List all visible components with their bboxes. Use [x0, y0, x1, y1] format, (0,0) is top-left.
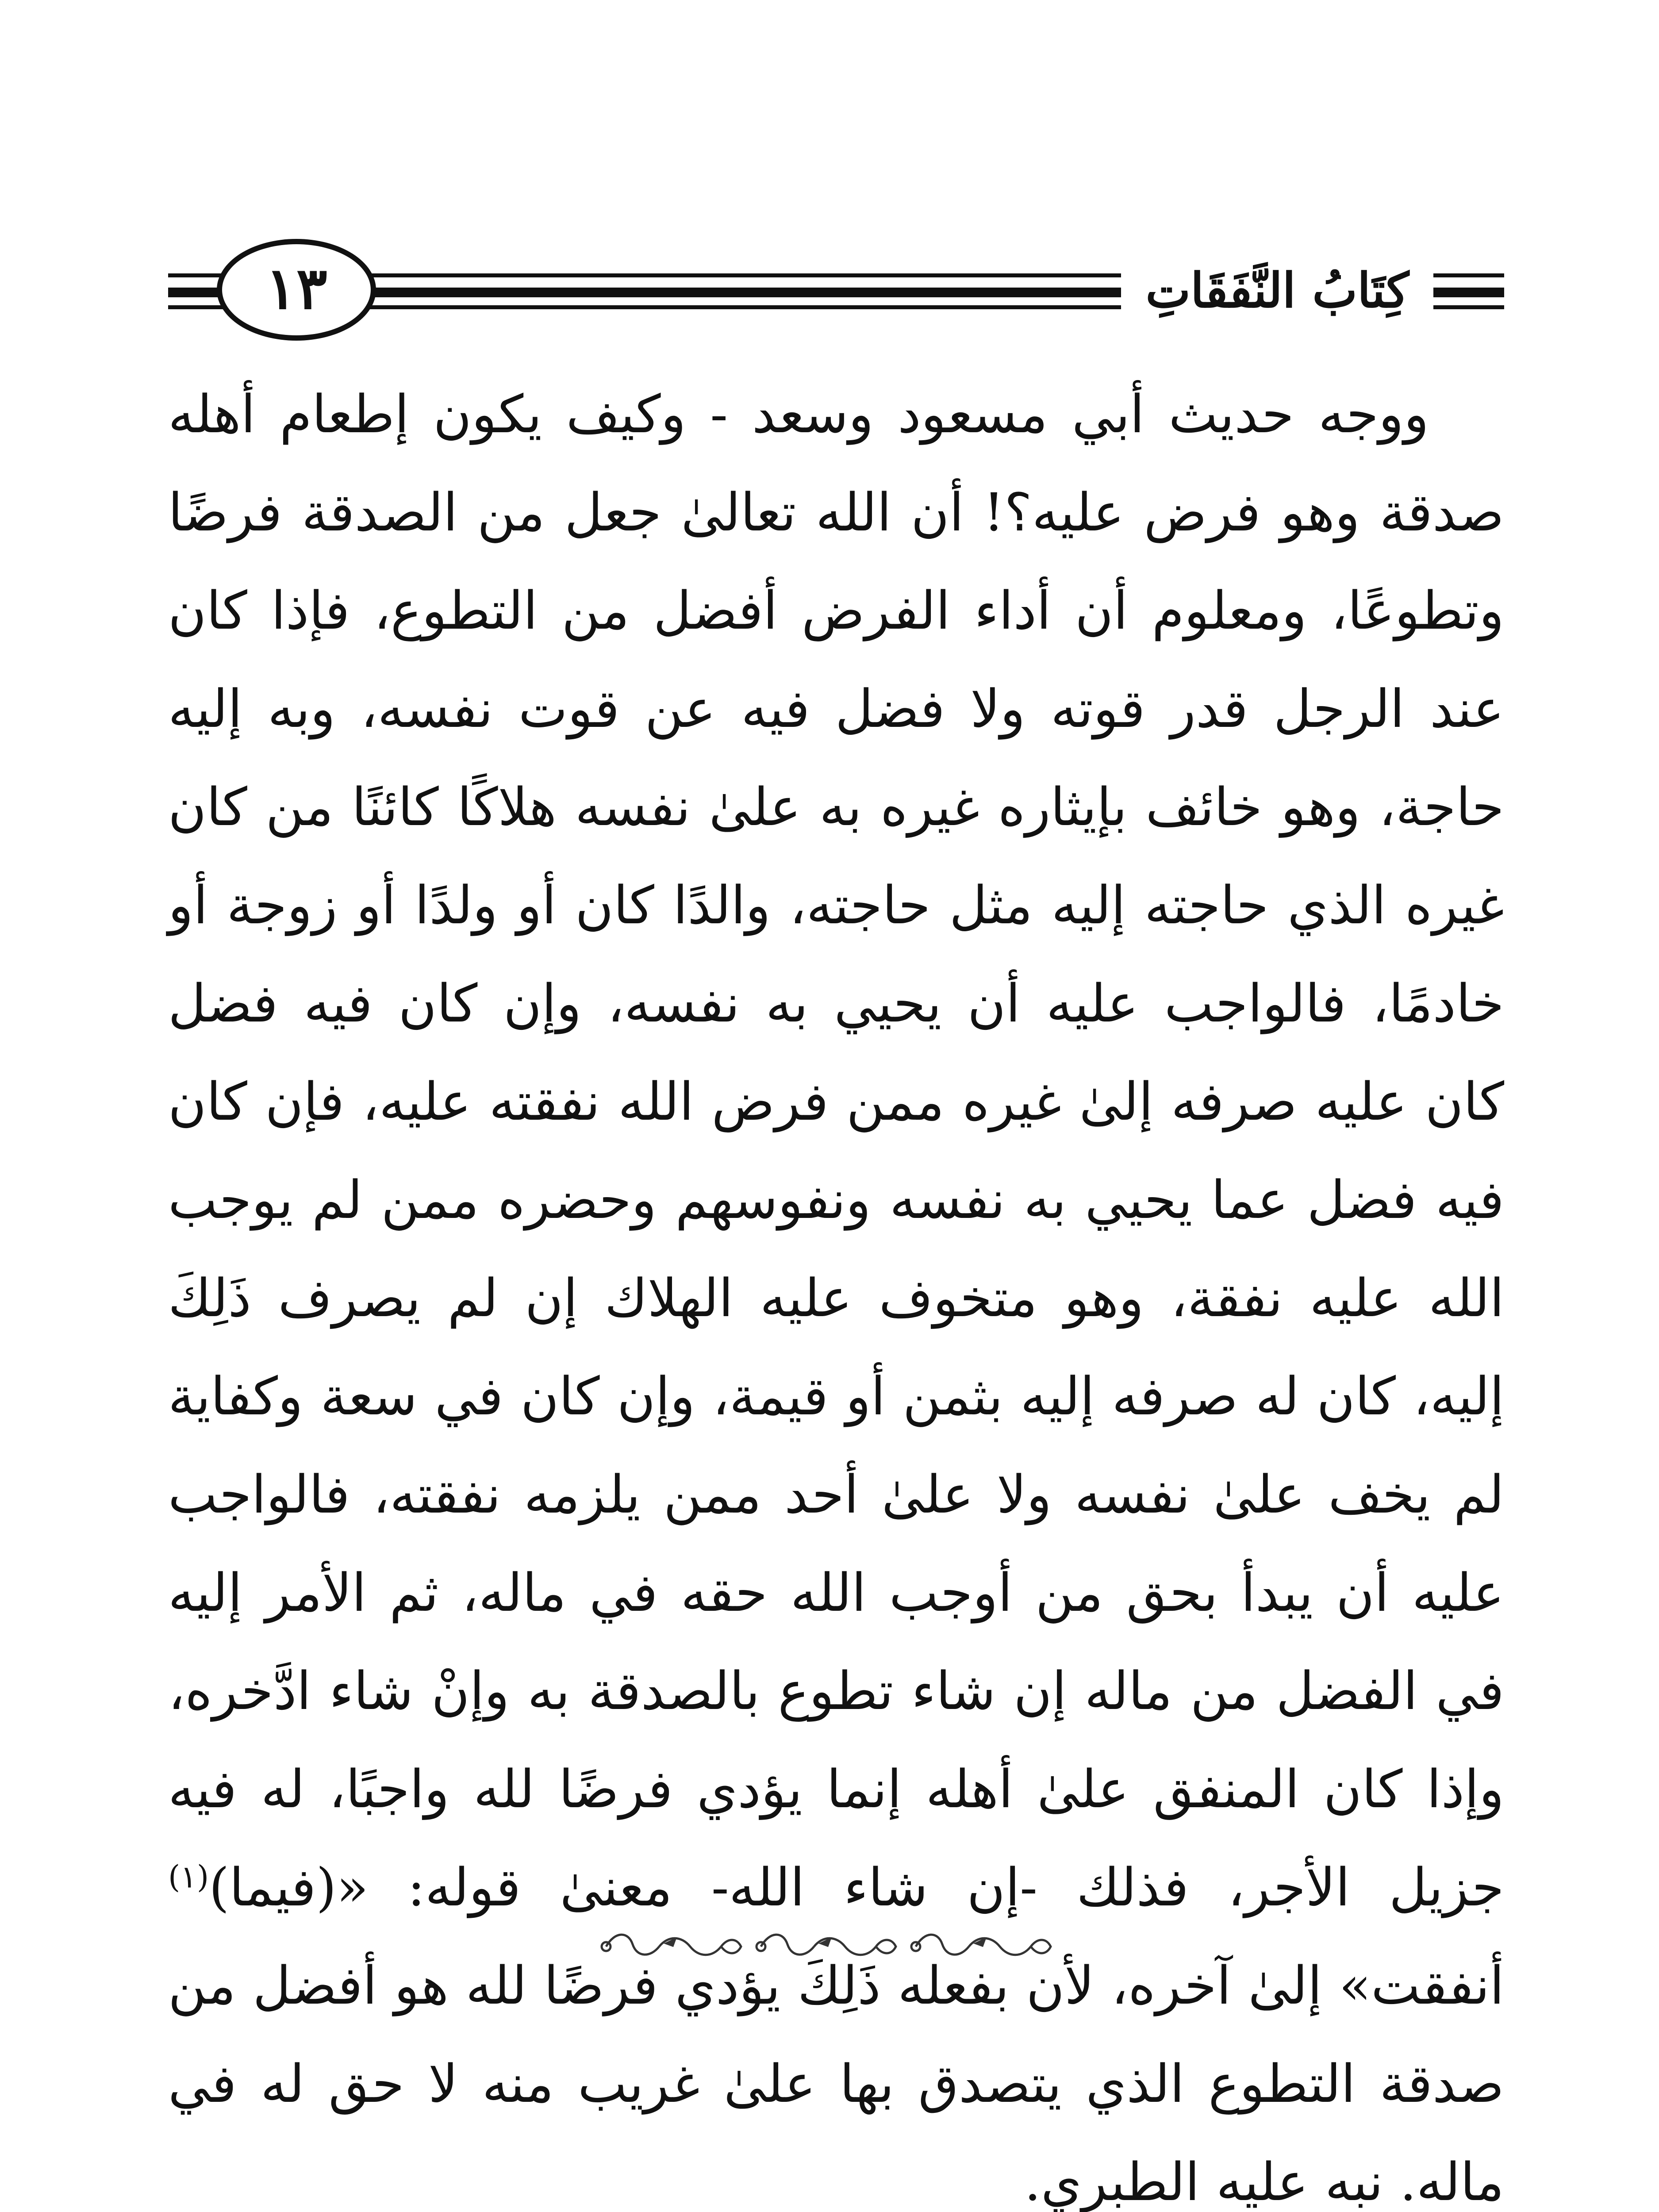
footnote-reference[interactable]: (١) — [168, 1859, 209, 1895]
paragraph-text-part2: أنفقت» إلىٰ آخره، لأن بفعله ذَلِكَ يؤدي فرضًا لله هو أفضل من صدقة التطوع الذي يتصدق بها علىٰ غريب منه لا حق له في ماله. نبه عليه الطبري. — [168, 1955, 1504, 2212]
page-number: ١٣ — [217, 239, 376, 341]
section-ornament-icon — [597, 1927, 1062, 1966]
book-title: كِتَابُ النَّفَقَاتِ — [1121, 257, 1433, 324]
page-header — [168, 239, 1504, 341]
paragraph-text-part1: ووجه حديث أبي مسعود وسعد - وكيف يكون إطعام أهله صدقة وهو فرض عليه؟! أن الله تعالىٰ جعل من الصدقة فرضًا وتطوعًا، ومعلوم أن أداء الفرض أفضل من التطوع، فإذا كان عند الرجل قدر قوته ولا فضل فيه عن قوت نفسه، وبه إليه حاجة، وهو خائف بإيثاره غيره به علىٰ نفسه هلاكًا كائنًا من كان غيره الذي حاجته إليه مثل حاجته، والدًا كان أو ولدًا أو زوجة أو خادمًا، فالواجب عليه أن يحيي به نفسه، وإن كان فيه فضل كان عليه صرفه إلىٰ غيره ممن فرض الله نفقته عليه، فإن كان فيه فضل عما يحيي به نفسه ونفوسهم وحضره ممن لم يوجب الله عليه نفقة، وهو متخوف عليه الهلاك إن لم يصرف ذَلِكَ إليه، كان له صرفه إليه بثمن أو قيمة، وإن كان في سعة وكفاية لم يخف علىٰ نفسه ولا علىٰ أحد ممن يلزمه نفقته، فالواجب عليه أن يبدأ بحق من أوجب الله حقه في ماله، ثم الأمر إليه في الفضل من ماله إن شاء تطوع بالصدقة به وإنْ شاء ادَّخره، وإذا كان المنفق علىٰ أهله إنما يؤدي فرضًا لله واجبًا، له فيه جزيل الأجر، فذلك -إن شاء الله- معنىٰ قوله: «(فيما) — [168, 384, 1504, 1918]
